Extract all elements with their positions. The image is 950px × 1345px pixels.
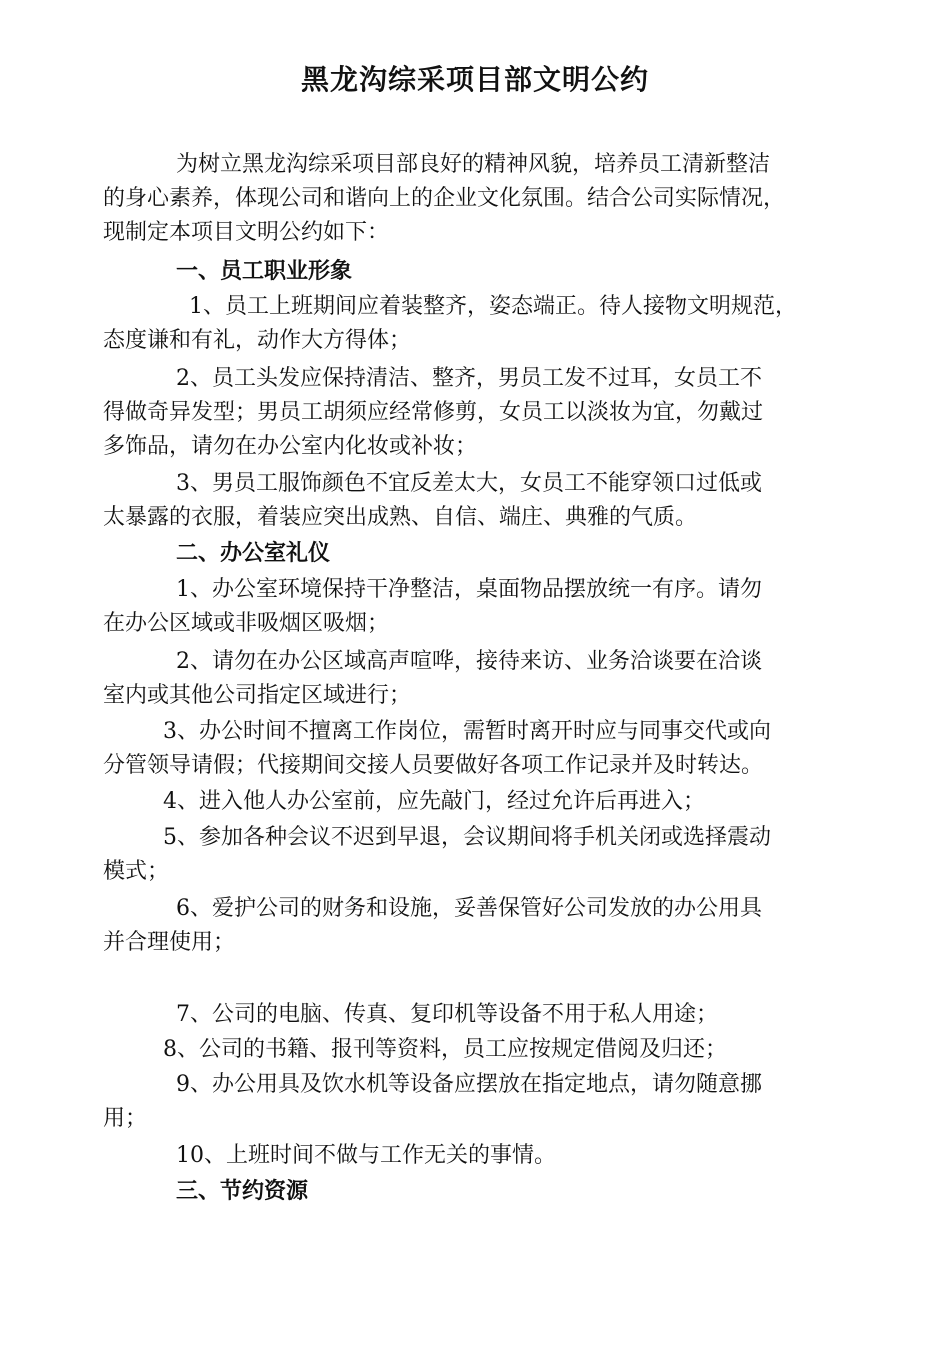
paragraph-line: 3、办公时间不擅离工作岗位，需暂时离开时应与同事交代或向	[163, 719, 771, 744]
list-item	[103, 998, 851, 1032]
list-item	[103, 785, 851, 819]
intro-paragraph	[103, 148, 851, 250]
paragraph-line: 10、上班时间不做与工作无关的事情。	[176, 1143, 556, 1168]
paragraph-line: 得做奇异发型；男员工胡须应经常修剪，女员工以淡妆为宜，勿戴过	[103, 400, 764, 425]
paragraph-line: 在办公区域或非吸烟区吸烟；	[103, 611, 390, 636]
list-item	[103, 362, 851, 464]
section-heading: 一、员工职业形象	[176, 259, 353, 284]
paragraph-line: 1、员工上班期间应着装整齐，姿态端正。待人接物文明规范，	[189, 294, 797, 319]
paragraph-line: 2、员工头发应保持清洁、整齐，男员工发不过耳，女员工不	[176, 366, 762, 391]
page-title: 黑龙沟综采项目部文明公约	[300, 63, 649, 96]
paragraph-line: 多饰品，请勿在办公室内化妆或补妆；	[103, 434, 478, 459]
paragraph-line: 的身心素养，体现公司和谐向上的企业文化氛围。结合公司实际情况，	[103, 186, 786, 211]
paragraph-line: 2、请勿在办公区域高声喧哗，接待来访、业务洽谈要在洽谈	[176, 649, 762, 674]
paragraph-line: 5、参加各种会议不迟到早退，会议期间将手机关闭或选择震动	[163, 825, 771, 850]
list-item	[103, 821, 851, 889]
section-heading: 三、节约资源	[176, 1179, 309, 1204]
paragraph-line: 1、办公室环境保持干净整洁，桌面物品摆放统一有序。请勿	[176, 577, 762, 602]
paragraph-line: 8、公司的书籍、报刊等资料，员工应按规定借阅及归还；	[163, 1037, 727, 1062]
paragraph-line: 并合理使用；	[103, 930, 236, 955]
list-item	[103, 892, 851, 960]
paragraph-line: 4、进入他人办公室前，应先敲门，经过允许后再进入；	[163, 789, 705, 814]
list-item	[103, 467, 851, 535]
list-item	[103, 715, 851, 783]
paragraph-line: 3、男员工服饰颜色不宜反差太大，女员工不能穿领口过低或	[176, 471, 762, 496]
section-heading: 二、办公室礼仪	[176, 541, 331, 566]
paragraph-line: 模式；	[103, 859, 170, 884]
paragraph-line: 室内或其他公司指定区域进行；	[103, 683, 412, 708]
paragraph-line: 为树立黑龙沟综采项目部良好的精神风貌，培养员工清新整洁	[176, 152, 771, 177]
list-item	[103, 290, 851, 358]
list-item	[103, 1139, 851, 1173]
list-item	[103, 573, 851, 641]
paragraph-line: 分管领导请假；代接期间交接人员要做好各项工作记录并及时转达。	[103, 753, 764, 778]
paragraph-line: 现制定本项目文明公约如下：	[103, 220, 390, 245]
list-item	[103, 1068, 851, 1136]
paragraph-line: 7、公司的电脑、传真、复印机等设备不用于私人用途；	[176, 1002, 718, 1027]
list-item	[103, 1033, 851, 1067]
paragraph-line: 6、爱护公司的财务和设施，妥善保管好公司发放的办公用具	[176, 896, 762, 921]
list-item	[103, 645, 851, 713]
paragraph-line: 用；	[103, 1106, 148, 1131]
paragraph-line: 9、办公用具及饮水机等设备应摆放在指定地点，请勿随意挪	[176, 1072, 762, 1097]
paragraph-line: 太暴露的衣服，着装应突出成熟、自信、端庄、典雅的气质。	[103, 505, 698, 530]
paragraph-line: 态度谦和有礼，动作大方得体；	[103, 328, 412, 353]
